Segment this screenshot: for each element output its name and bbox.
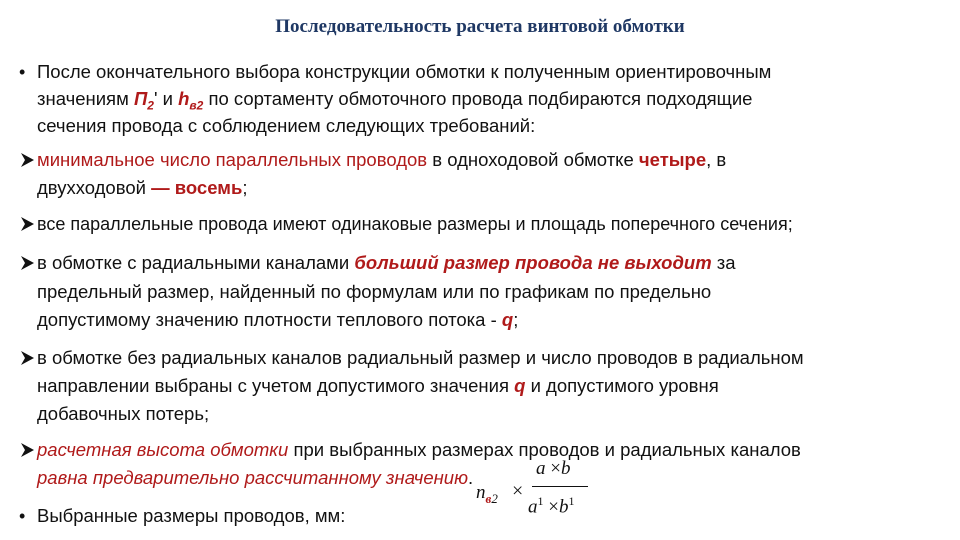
formula-wire-size [476,458,596,528]
formula-denominator: $a^1 \times b^1$ [528,494,575,518]
p2-l1-d: , в [706,149,727,170]
symbol-hv2: $h_{в2}$ [178,88,204,113]
symbol-q: q [514,375,526,396]
p1-line1: После окончательного выбора конструкции обмотки к полученным ориентировочным [37,61,772,82]
p7-line1: Выбранные размеры проводов, мм: [37,505,346,526]
p6-l2-a: равна предварительно рассчитанному значению [37,467,469,488]
p6-line1 [37,438,801,462]
p2-l1-b: в одноходовой обмотке [427,149,639,170]
formula-fraction-bar [532,486,588,487]
p2-l2-a: двухходовой [37,177,152,198]
p2-l2-c: ; [242,177,248,198]
arrow-bullet-icon [20,148,36,172]
p6-l1-a: расчетная высота обмотки [37,439,289,460]
symbol-q: q [501,309,514,330]
symbol-p2: $П_2$ [133,88,154,113]
p4-l3-a: допустимому значению плотности теплового потока - [37,309,502,330]
p5-line2 [37,374,719,398]
arrow-bullet-icon [20,251,36,275]
p6-l2-b: . [468,467,474,488]
bullet-dot: • [19,62,26,82]
p4-line2: предельный размер, найденный по формулам или по графикам по предельно [37,281,712,302]
p1-l2-c: ' и [153,88,179,109]
p5-l2-c: и допустимого уровня [525,375,719,396]
p2-l2-b: — восемь [151,177,243,198]
slide-title: Последовательность расчета винтовой обмотки [275,16,685,37]
p4-line1 [37,251,736,275]
p2-line2 [37,176,247,200]
p1-line3: сечения провода с соблюдением следующих требований: [37,115,536,136]
arrow-bullet-icon [20,438,36,462]
p6-l1-b: при выбранных размерах проводов и радиальных каналов [288,439,801,460]
p4-l1-a: в обмотке с радиальными каналами [37,252,355,273]
formula-n: $n_{в2}$ [476,482,498,506]
p2-l1-c: четыре [638,149,707,170]
p4-l3-c: ; [513,309,519,330]
p2-l1-a: минимальное число параллельных проводов [37,149,428,170]
formula-numerator: a ×b [536,458,571,479]
bullet-dot: • [19,506,26,526]
p4-l1-b: больший размер провода не выходит [354,252,712,273]
arrow-bullet-icon [20,212,36,236]
formula-times: × [512,480,524,502]
p5-line3: добавочных потерь; [37,403,210,424]
p2-line1 [37,148,726,172]
p4-l1-c: за [711,252,736,273]
p5-l2-a: направлении выбраны с учетом допустимого значения [37,375,515,396]
p3-line1: все параллельные провода имеют одинаковые размеры и площадь поперечного сечения; [37,214,793,234]
arrow-bullet-icon [20,346,36,370]
p4-line3 [37,308,518,332]
p5-line1: в обмотке без радиальных каналов радиальный размер и число проводов в радиальном [37,347,804,368]
p1-l2-a: значениям [37,88,134,109]
p1-l2-e: по сортаменту обмоточного провода подбираются подходящие [203,88,753,109]
p6-line2 [37,466,473,490]
